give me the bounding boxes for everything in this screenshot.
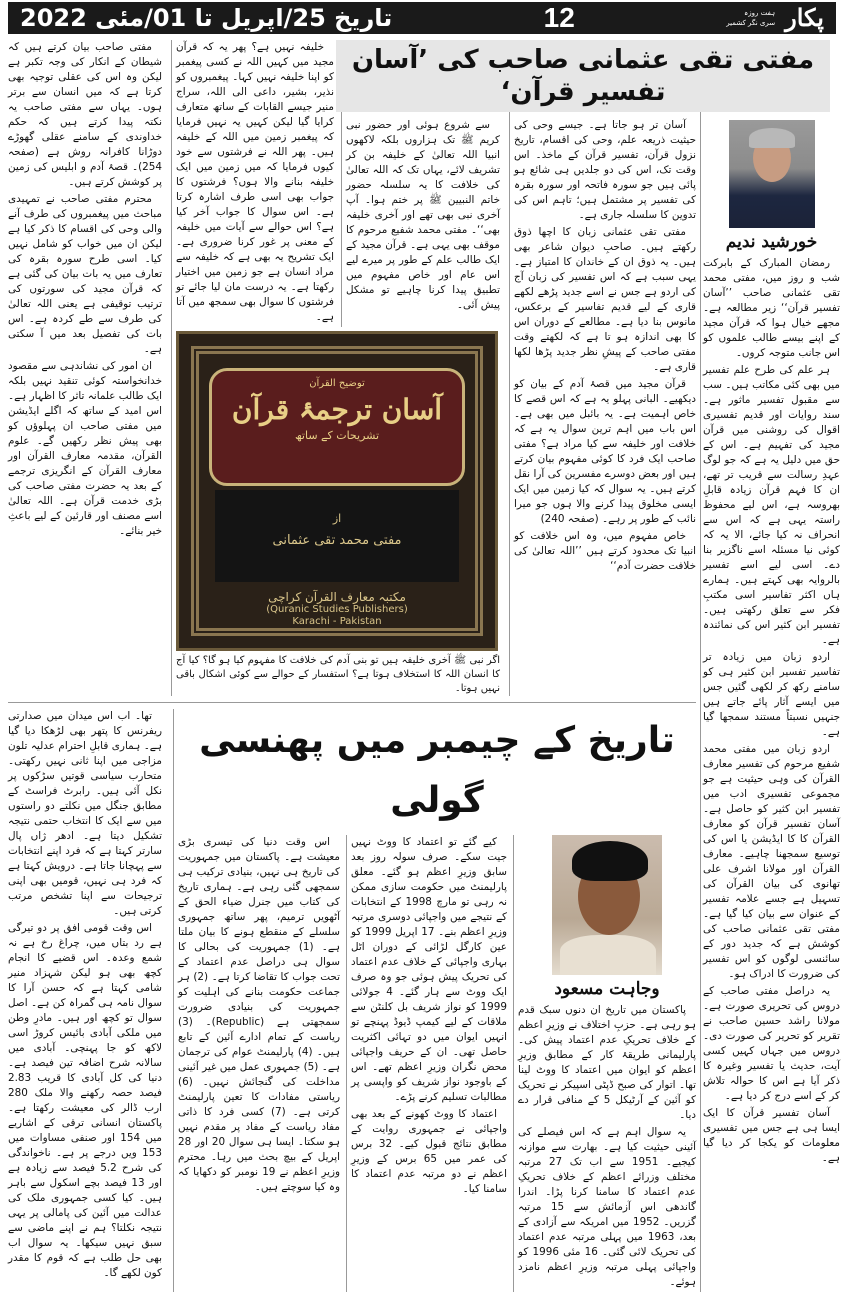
author-photo-khurshid-nadeem bbox=[729, 120, 815, 228]
article1-headline: مفتی تقی عثمانی صاحب کی ’آسان تفسیر قرآن‘ bbox=[351, 45, 815, 107]
article1-column-mid-right: آسان تر ہو جاتا ہے۔ جیسے وحی کی حیثیت ذریعہ علم، وحی کی اقسام، تاریخ نزول قرآن، تفسیر قرآن کے ماخذ۔ اس وقت تک، اس کی دو جلدیں ہی شائع ہو پائی ہیں جو سورہ فاتحہ اور سورہ بقرہ کی تفسیر پر مشتمل ہیں؛ تاہم اس کی تدوین کا سلسلہ جاری ہے۔ مفتی تقی عثمانی زبان کا اچھا ذوق رکھتے ہیں۔ صاحبِ دیوان شاعر بھی ہیں۔ یہ ذوق ان کے خاندان کا امتیاز ہے۔ یہی سبب ہے کہ اس تفسیر کی زبان آج کی اردو ہے جس نے اسے جدید پڑھے لکھے قاری کے لیے قدیم تفاسیر کے برعکس، مانوس بنا دیا ہے۔ مطالعے کے دوران اس کا بھی اندازہ ہو تا ہے کہ لکھتے وقت مفتی صاحب کے پیشِ نظر جدید پڑھا لکھا قاری ہے۔ قرآن مجید میں قصۂ آدم کے بیان کو دیکھیے۔ البانی پہلو یہ ہے کہ اس قصے کا خاص اہمیت ہے۔ یہ بائبل میں بھی ہے۔ اس باب میں اہم ترین سوال یہ ہے کہ خلافت اور خلیفہ سے کیا مراد ہے؟ مفتی صاحب ایک فرد کا کوئی مفہوم بیان کرتے ہیں اور بعض دوسرے مفسرین کی آرا نقل کرتے ہیں۔ یہ سوال کہ کیا زمین میں ایک ایسی مخلوق پیدا کرنے والا ہوں جو میرا نائب کے طور پر رہے۔ (صفحہ 240) خاص مفہوم میں، وہ اس خلافت کو انبیا تک محدود کرتے ہیں ’’اللہ تعالیٰ کی خلافت حضرت آدم‘‘ bbox=[509, 40, 696, 696]
book-publisher-en: (Quranic Studies Publishers) bbox=[266, 604, 408, 615]
article1-column-right: رمضان المبارک کے بابرکت شب و روز میں، مفتی محمد تقی عثمانی صاحب ’’آسان تفسیر قرآن‘‘ زیر مطالعہ ہے۔ مجھے خیال ہوا کہ قرآن مجید کے اپنے بیسے طالب علموں کو اس جانب متوجہ کروں۔ ہر علم کی طرح علم تفسیر میں بھی کئی مکاتب ہیں۔ سب سے مقبول تفسیر ماثور ہے۔ سند روایات اور قدیم تفسیری اقوال کی روشنی میں قرآن مجید کی تفہیم ہے۔ اس کے حق میں دلیل یہ ہے کہ جو لوگ عہدِ رسالت سے قریب تر تھے، ان کا فہم قرآن زیادہ قابلِ بھروسہ ہے، اس لیے محفوظ راستہ یہی ہے کہ اس سے انحراف نہ کیا جائے، الا یہ کہ کوئی نیا مسئلہ اسے ناگزیر بنا دے۔ اسی لیے اسے تفسیر بالروایہ بھی کہتے ہیں۔ ہمارے ہاں اکثر تفاسیر اسی مکتبِ فکر سے تعلق رکھتی ہیں۔ تفسیر ابن کثیر اس کی نمائندہ ہے۔ اردو زبان میں زیادہ تر تفاسیر تفسیر ابن کثیر ہی کو سامنے رکھ کر لکھی گئیں جس میں ایسے آثار پائے جاتے ہیں جنہیں نسبتاً مستند سمجھا گیا ہے۔ اردو زبان میں مفتی محمد شفیع مرحوم کی تفسیر معارف القرآن کی وہی حیثیت ہے جو مجموعی تفسیری ادب میں تفسیر ابن کثیر کو حاصل ہے۔ آسان تفسیر قرآن کو معارف القرآن کا کا ایڈیشن یا اس کی توسیع سمجھنا چاہیے۔ معارف القرآن اور مولانا اشرف علی تھانوی کی بیان القرآن کی تسہیل ہے جسے علامہ تفسیر کے عنوان سے بیان کیا گیا ہے۔ مفتی تقی عثمانی صاحب کی کوشش ہے کہ جدید دور کے سائنسی لوگوں کو اس تفسیر کی ضرورت کا ادراک ہو۔ یہ دراصل مفتی صاحب کے دروس کی تحریری صورت ہے۔ مولانا راشد حسین صاحب نے تقریر کو تحریر کی صورت دی۔ دروس میں جہاں کہیں کسی آیت، حدیث یا تفسیر وغیرہ کا ذکر آیا ہے اس کا حوالہ تلاش کر کے اسے درج کر دیا ہے۔ آسان تفسیر قرآن کا ایک ایسا ہی ہے جس میں تفسیری معلومات کو یکجا کر دیا گیا ہے۔ bbox=[703, 257, 840, 1164]
logo-tagline: سری نگر کشمیر bbox=[726, 19, 776, 27]
page-body bbox=[8, 40, 840, 1292]
book-title: آسان ترجمۂ قرآن bbox=[231, 393, 443, 426]
book-author: مفتی محمد تقی عثمانی bbox=[272, 533, 402, 548]
article2-headline: تاریخ کے چیمبر میں پھنسی گولی bbox=[199, 720, 675, 821]
article2-column-left: تھا۔ اب اس میدان میں صدارتی ریفرنس کا پتھر بھی لڑھکا دیا گیا ہے۔ ہماری قابلِ احترام عدلیہ تلون مزاجی میں اپنا ثانی نہیں رکھتی۔ متحارب سیاسی قوتیں سڑکوں پر نکل آئی ہیں۔ رابرٹ فراسٹ کے مطابق جنگل میں نکلتے دو راستوں میں سے ایک کا انتخاب حتمی نتیجہ تشکیل دیتا ہے۔ ادھر ژاں پال سارتر کہتا ہے کہ فرد اپنے انتخابات سے پہچانا جاتا ہے۔ درویش کہتا ہے کہ فرد ہی نہیں، قومیں بھی اپنی ترجیحات سے اپنا تشخص مرتب کرتی ہیں۔ اس وقت قومی افق پر دو تیرگی ہے رد بتاں میں، چراغ رخ ہے نہ شمع وعدہ۔ اس قضیے کا انجام کچھ بھی ہو لیکن شہزاد منیر شامی کہتا ہے کہ حسن آرا کا سوال نامہ ہی گمراہ کن ہے۔ اصل سوال تو کچھ اور ہیں۔ مادرِ وطن میں ملکی آبادی بائیس کروڑ اسی لاکھ کو جا پہنچی۔ آبادی میں سالانہ شرح اضافہ تین فیصد ہے۔ دنیا کی کل آبادی کا قریب 2.83 فیصد حصہ رکھنے والا ملک 280 ارب ڈالر کی معیشت رکھتا ہے۔ پاکستان انسانی ترقی کے اشاریے میں 154 اور صنفی مساوات میں 153 ویں درجے پر ہے۔ ناخواندگی کی شرح 5.2 فیصد سے زیادہ ہے اور 13 فیصد بچے اسکول سے باہر ہیں۔ کیا کسی جمہوری ملک کی عدالت میں آئین کی پامالی پر یہی نتیجہ نکلتا؟ ہم نے اپنے ماضی سے سبق نہیں سیکھا۔ یہ سوال اب بھی حل طلب ہے کہ قوم کا مقدر کون لکھے گا۔ bbox=[8, 710, 162, 1279]
article2-author: وجاہت مسعود bbox=[554, 979, 660, 999]
article2-main-block bbox=[173, 709, 696, 1292]
section-divider bbox=[8, 702, 696, 703]
article1-column-mid: سے شروع ہوئی اور حضور نبی کریم ﷺ تک ہزاروں بلکہ لاکھوں انبیا اللہ تعالیٰ کے خلیفہ بن کر تشریف لائے، یہاں تک کہ اللہ تعالیٰ کی خلافت کا یہ سلسلہ حضور خاتم النبیین ﷺ پر ختم ہوا۔ آپ آخری نبی بھی تھے اور آخری خلیفہ بھی‘‘۔ مفتی محمد شفیع مرحوم کا موقف بھی یہی ہے۔ قرآن مجید کے ایک طالب علم کے طور پر میرے لیے اس عام اور خاص مفہوم میں تطبیق پیدا کرنا چاہیے تو مشکل پیش آئی۔ bbox=[341, 40, 500, 327]
issue-date: تاریخ 25/اپریل تا 01/مئی 2022 bbox=[20, 4, 393, 32]
article1-headline-box bbox=[336, 40, 830, 112]
article1-column-left: مفتی صاحب بیان کرتے ہیں کہ شیطان کے انکار کی وجہ تکبر ہے لیکن وہ اس کی عقلی توجیہ بھی کرتا ہے کہ میں انسان سے برتر ہوں۔ یہاں سے مفتی صاحب یہ نکتہ پیدا کرتے ہیں کہ حکم خداوندی کے سامنے عقلی گھوڑے دوڑانا کافرانہ روش ہے (صفحہ 254)۔ قصۂ آدم و ابلیس کی زمین پر کوشش کرتے ہیں۔ محترم مفتی صاحب نے تمہیدی مباحث میں پیغمبروں کی طرف آنے والی وحی کی اقسام کا ذکر کیا ہے لیکن ان میں خواب کو شامل نہیں کیا۔ اسی طرح سورہ بقرہ کی تعارف میں یہ بات بیان کی گئی ہے کہ قرآن مجید کی سورتوں کی ترتیب توقیفی ہے یعنی اللہ تعالیٰ کی طرف سے طے کردہ ہے۔ اس بات کی تفصیل بعد میں آ سکتی ہے۔ ان امور کی نشاندہی سے مقصود خدانخواستہ کوئی تنقید نہیں بلکہ ایک طالب علمانہ تاثر کا اظہار ہے۔ اس امید کے ساتھ کہ اگلے ایڈیشن میں مفتی صاحب ان پہلوؤں کو بھی پیش نظر رکھیں گے۔ علوم القرآن، مقدمہ معارف القرآن اور معارف القرآن کے انگریزی ترجمے کے بعد یہ حضرت مفتی صاحب کی بڑی خدمت قرآن ہے۔ اللہ تعالیٰ اسے مصنف اور قارئین کے لیے باعثِ خیر بنائے۔ bbox=[8, 41, 162, 537]
article1-author: خورشید ندیم bbox=[725, 232, 818, 252]
article1-right-block bbox=[700, 40, 840, 1292]
article2-section bbox=[8, 709, 696, 1292]
article1-book-block bbox=[171, 40, 500, 696]
article2-column-mid: کیے گئے تو اعتماد کا ووٹ نہیں جیت سکے۔ صرف سولہ روز بعد سابق وزیرِ اعظم ہو گئے۔ معلق پارلیمنٹ میں حکومت سازی ممکن نہ رہی تو مارچ 1998 کے انتخابات کے نتیجے میں واجپائی دوسری مرتبہ وزیرِ اعظم بنے۔ 17 اپریل 1999 کو عین کارگل لڑائی کے دوران اٹل بہاری واجپائی کے خلاف عدم اعتماد کی تحریک پیش ہوئی جو وہ صرف ایک ووٹ سے ہار گئے۔ 4 جولائی 1999 کو نواز شریف بل کلنٹن سے ملاقات کے لیے کیمپ ڈیوڈ پہنچے تو انہیں ایوان میں دو تہائی اکثریت حاصل تھی۔ ان کے حریف واجپائی محض نگران وزیرِ اعظم تھے۔ اس کے باوجود نواز شریف کو واپسی پر مطالبات تسلیم کرنے پڑے۔ اعتماد کا ووٹ کھونے کے بعد بھی واجپائی نے جمہوری روایت کے مطابق نتائج قبول کیے۔ 32 برس کی عمر میں 65 برس کے وزیرِ اعظم نے دو مرتبہ عدم اعتماد کا سامنا کیا۔ bbox=[346, 835, 507, 1292]
book-city: Karachi - Pakistan bbox=[292, 616, 382, 627]
logo-subtitle: ہفت روزہ bbox=[744, 9, 776, 17]
book-subtitle: تشریحات کے ساتھ bbox=[294, 429, 380, 442]
article2-column-right: پاکستان میں تاریخ ان دنوں سبک قدم ہو رہی ہے۔ حزبِ اختلاف نے وزیرِ اعظم کے خلاف تحریکِ عدم اعتماد پیش کی۔ پارلیمانی طریقۂ کار کے مطابق وزیرِ اعظم کو ایوان میں اعتماد کا ووٹ لینا تھا۔ اتوار کی صبح ڈپٹی اسپیکر نے تحریک کو آئین کے آرٹیکل 5 کے منافی قرار دے دیا۔ یہ سوال اہم ہے کہ اس فیصلے کی آئینی حیثیت کیا ہے۔ بھارت سے موازنہ کیجیے۔ 1951 سے اب تک 27 مرتبہ مختلف وزرائے اعظم کے خلاف تحریکِ عدم اعتماد کا سامنا کرنا پڑا۔ اندرا گاندھی اس آزمائش سے 15 مرتبہ گزریں۔ 1952 میں امریکہ سے آزادی کے بعد، 1963 میں پہلی مرتبہ عدم اعتماد کی تحریک لائی گئی۔ 16 مئی 1996 کو واجپائی پہلی مرتبہ وزیرِ اعظم نامزد ہوئے۔ bbox=[518, 1004, 697, 1288]
newspaper-logo: پکار bbox=[785, 3, 824, 32]
book-cover-image bbox=[176, 331, 498, 651]
book-by: از bbox=[332, 512, 342, 525]
left-area bbox=[8, 40, 696, 1292]
masthead bbox=[8, 2, 836, 34]
book-publisher: مکتبہ معارف القرآن کراچی bbox=[268, 590, 406, 604]
article1-section bbox=[8, 40, 696, 696]
article2-column-mid-left: اس وقت دنیا کی تیسری بڑی معیشت ہے۔ پاکستان میں جمہوریت کی تاریخ ہی نہیں، بنیادی ترکیب ہی سمجھی گئی رہی ہے۔ ہماری تاریخ کی کتاب میں جنرل ضیاء الحق کے آٹھویں ترمیم، پھر ساتھ جمہوری سلسلے کے منقطع ہونے کا بیان ملتا ہے۔ (1) جمہوریت کی بحالی کا سوال ہی دراصل عدم اعتماد کے تحت جواب کا تقاضا کرتا ہے۔ (2) ہر جماعت حکومت بنانے کی اہلیت کو جمہوریت کی بنیادی ضرورت سمجھتی ہے (Republic)۔ (3) ریاست کے تمام ادارے آئین کے تابع ہیں۔ (4) پارلیمنٹ عوام کی ترجمان ہے۔ (5) جمہوری عمل میں غیر آئینی مداخلت کی گنجائش نہیں۔ (6) ریاستی مفادات کا تعین پارلیمنٹ کرتی ہے۔ (7) کسی فرد کا ذاتی مفاد ریاست کے مفاد پر مقدم نہیں ہو سکتا۔ ایسا ہی سوال 20 اور 28 اپریل کے بیچ بحث میں رہا۔ محترم وزیرِ اعظم نے 19 نومبر کو دکھایا کہ وہ کیا سوچتے ہیں۔ bbox=[178, 836, 341, 1193]
book-caption-text: اگر نبی ﷺ آخری خلیفہ ہیں تو بنی آدم کی خلافت کا مفہوم کیا ہو گا؟ کیا آج کا انسان اللہ کا استخلاف ہوتا ہے؟ استفسار کے حوالے سے کوئی اشکال باقی نہیں ہوتا۔ bbox=[176, 655, 500, 694]
article1-column-left2: خلیفہ نہیں ہے؟ پھر یہ کہ قرآن مجید میں کہیں اللہ نے کسی پیغمبر کو اپنا خلیفہ نہیں کہا۔ پیغمبروں کو نذیر، بشیر، داعی الی اللہ، سراج منیر جیسے القابات کے ساتھ متعارف کرایا گیا لیکن کہیں یہ نہیں فرمایا کہ پیغمبر زمین میں اللہ کے خلیفہ ہیں۔ پھر اللہ نے فرشتوں سے خود کیوں فرمایا کہ میں زمین میں ایک خلیفہ بنانے والا ہوں؟ فرشتوں کا جواب بھی اسی طرف اشارہ کرتا ہے۔ اس سوال کا جواب آخر کیا ہے؟ اس حوالے سے آیات میں خلیفہ کے معنی پر غور کرنا ضروری ہے۔ ایک تشریح یہ بھی ہے کہ خلیفہ سے مراد انسان ہے جو زمین میں اختیار رکھتا ہے۔ یہ درست مان لیا جائے تو فرشتوں کا سوال بھی سمجھ میں آتا ہے۔ bbox=[176, 41, 334, 323]
logo-group bbox=[726, 4, 824, 32]
article2-column-right-block bbox=[513, 835, 696, 1292]
book-series: توضیح القرآن bbox=[309, 378, 365, 389]
page-number: 12 bbox=[543, 2, 575, 33]
author-photo-wajahat-masood bbox=[552, 835, 662, 975]
